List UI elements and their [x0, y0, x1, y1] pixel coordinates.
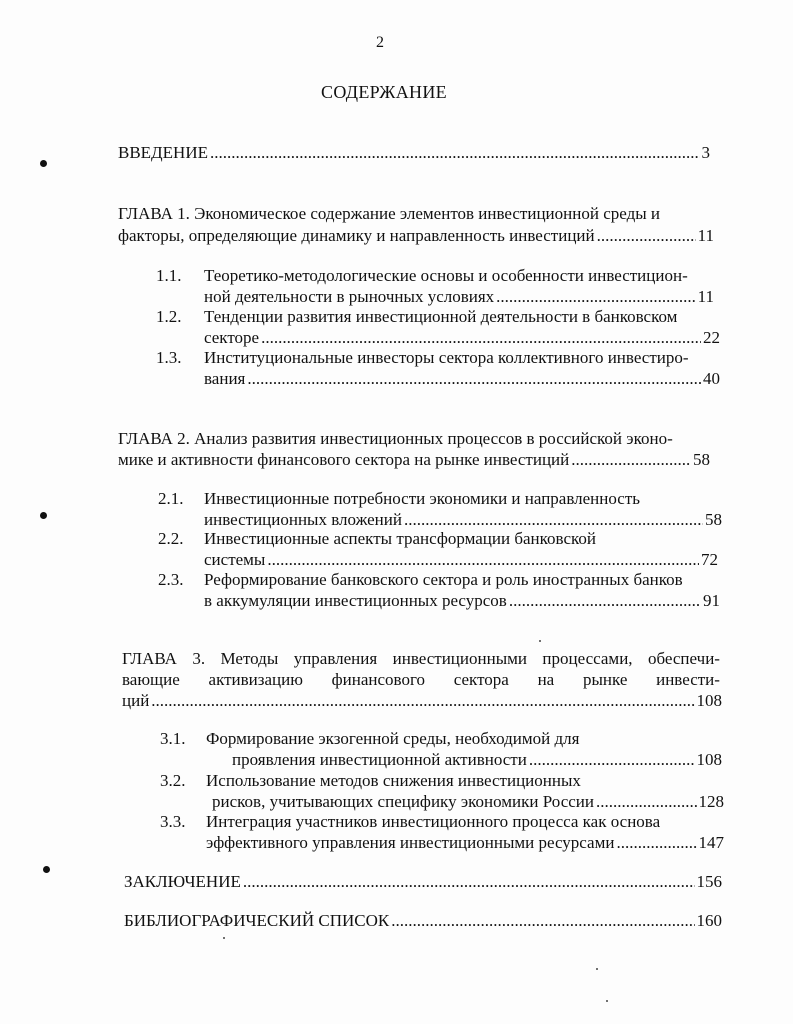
toc-page-number: 156	[696, 872, 722, 891]
section-title: Формирование экзогенной среды, необходимой для	[206, 729, 580, 748]
toc-entry-label: мике и активности финансового сектора на рынке инвестиций	[118, 450, 570, 469]
leader-dots	[404, 509, 703, 530]
toc-entry-label: в аккумуляции инвестиционных ресурсов	[204, 591, 507, 610]
toc-entry-section-1-3[interactable]	[204, 368, 720, 389]
section-title: Интеграция участников инвестиционного процесса как основа	[206, 812, 661, 831]
leader-dots	[616, 832, 696, 853]
toc-entry-label: проявления инвестиционной активности	[232, 750, 527, 769]
page-title: СОДЕРЖАНИЕ	[321, 82, 447, 102]
toc-entry-section-3-3[interactable]	[206, 832, 724, 853]
page-number: 2	[376, 34, 384, 51]
chapter-3-title	[122, 648, 720, 669]
toc-entry-label: секторе	[204, 328, 260, 347]
toc-entry-label: ЗАКЛЮЧЕНИЕ	[124, 872, 241, 891]
section-number: 1.1.	[156, 266, 182, 285]
title-word: на	[537, 670, 555, 689]
toc-page-number: 91	[703, 591, 720, 610]
section-number: 2.3.	[158, 570, 184, 589]
scan-speck	[606, 1000, 608, 1002]
toc-entry-label: ВВЕДЕНИЕ	[118, 143, 208, 162]
scan-speck	[539, 640, 541, 642]
toc-entry-section-2-2[interactable]	[204, 549, 718, 570]
leader-dots	[261, 327, 701, 348]
section-title: Институциональные инвесторы сектора коллективного инвестиро-	[204, 348, 689, 367]
leader-dots	[571, 449, 691, 470]
leader-dots	[210, 142, 700, 163]
leader-dots	[529, 749, 695, 770]
toc-entry-section-2-3[interactable]	[204, 590, 720, 611]
toc-entry-label: ной деятельности в рыночных условиях	[204, 287, 495, 306]
title-word: сектора	[453, 670, 509, 689]
leader-dots	[391, 910, 694, 931]
section-title: Инвестиционные потребности экономики и направленность	[204, 489, 641, 508]
section-number: 2.2.	[158, 529, 184, 548]
leader-dots	[509, 590, 701, 611]
binder-hole-mark	[40, 512, 47, 519]
title-word: обеспечи-	[647, 649, 720, 668]
leader-dots	[243, 871, 695, 892]
toc-entry-section-3-1[interactable]	[232, 749, 722, 770]
section-title: Теоретико-методологические основы и особенности инвестицион-	[204, 266, 688, 285]
toc-entry-section-1-1[interactable]	[204, 286, 714, 307]
title-word: рынке	[582, 670, 628, 689]
section-number: 1.3.	[156, 348, 182, 367]
title-word: инвестиционными	[392, 649, 527, 668]
leader-dots	[496, 286, 695, 307]
section-title: Тенденции развития инвестиционной деятельности в банковском	[204, 307, 678, 326]
toc-entry-label: эффективного управления инвестиционными ресурсами	[206, 833, 615, 852]
title-word: активизацию	[208, 670, 303, 689]
leader-dots	[151, 690, 694, 711]
scan-speck	[223, 937, 225, 939]
leader-dots	[597, 225, 696, 246]
toc-entry-label: рисков, учитывающих специфику экономики России	[212, 792, 594, 811]
section-number: 3.2.	[160, 771, 186, 790]
toc-entry-section-3-2[interactable]	[212, 791, 724, 812]
title-word: ГЛАВА	[122, 649, 177, 668]
toc-page-number: 147	[698, 833, 724, 852]
binder-hole-mark	[43, 866, 50, 873]
leader-dots	[267, 549, 699, 570]
toc-entry-section-1-2[interactable]	[204, 327, 720, 348]
toc-page-number: 11	[697, 226, 714, 245]
toc-entry-label: вания	[204, 369, 246, 388]
chapter-3-title-cont	[122, 669, 720, 690]
title-word: 3.	[192, 649, 206, 668]
toc-entry-label: БИБЛИОГРАФИЧЕСКИЙ СПИСОК	[124, 911, 390, 930]
toc-page-number: 128	[698, 792, 724, 811]
toc-page-number: 160	[696, 911, 722, 930]
scan-speck	[596, 968, 598, 970]
toc-page-number: 58	[705, 510, 722, 529]
toc-entry-label: инвестиционных вложений	[204, 510, 402, 529]
section-title: Инвестиционные аспекты трансформации банковской	[204, 529, 596, 548]
toc-entry-chapter-2[interactable]	[118, 449, 710, 470]
toc-page-number: 11	[697, 287, 714, 306]
binder-hole-mark	[40, 160, 47, 167]
chapter-2-title: ГЛАВА 2. Анализ развития инвестиционных процессов в российской эконо-	[118, 429, 673, 448]
leader-dots	[596, 791, 697, 812]
section-title: Реформирование банковского сектора и роль иностранных банков	[204, 570, 683, 589]
toc-page-number: 3	[701, 143, 710, 162]
title-word: инвести-	[656, 670, 720, 689]
title-word: финансового	[331, 670, 426, 689]
toc-entry-intro[interactable]	[118, 142, 710, 163]
toc-page-number: 40	[703, 369, 720, 388]
title-word: Методы	[220, 649, 279, 668]
toc-entry-section-2-1[interactable]	[204, 509, 722, 530]
title-word: управления	[293, 649, 378, 668]
section-number: 1.2.	[156, 307, 182, 326]
toc-entry-label: ций	[122, 691, 150, 710]
toc-page-number: 22	[703, 328, 720, 347]
section-number: 3.1.	[160, 729, 186, 748]
section-number: 3.3.	[160, 812, 186, 831]
title-word: вающие	[122, 670, 180, 689]
toc-entry-bibliography[interactable]	[124, 910, 722, 931]
toc-entry-chapter-1[interactable]	[118, 225, 714, 246]
toc-page-number: 72	[701, 550, 718, 569]
chapter-1-title: ГЛАВА 1. Экономическое содержание элементов инвестиционной среды и	[118, 204, 660, 223]
toc-page-number: 58	[693, 450, 710, 469]
toc-entry-label: факторы, определяющие динамику и направленность инвестиций	[118, 226, 595, 245]
section-title: Использование методов снижения инвестиционных	[206, 771, 581, 790]
section-number: 2.1.	[158, 489, 184, 508]
leader-dots	[247, 368, 701, 389]
toc-entry-label: системы	[204, 550, 266, 569]
title-word: процессами,	[542, 649, 633, 668]
toc-entry-conclusion[interactable]	[124, 871, 722, 892]
toc-page-number: 108	[696, 691, 722, 710]
toc-entry-chapter-3[interactable]	[122, 690, 722, 711]
toc-page-number: 108	[696, 750, 722, 769]
